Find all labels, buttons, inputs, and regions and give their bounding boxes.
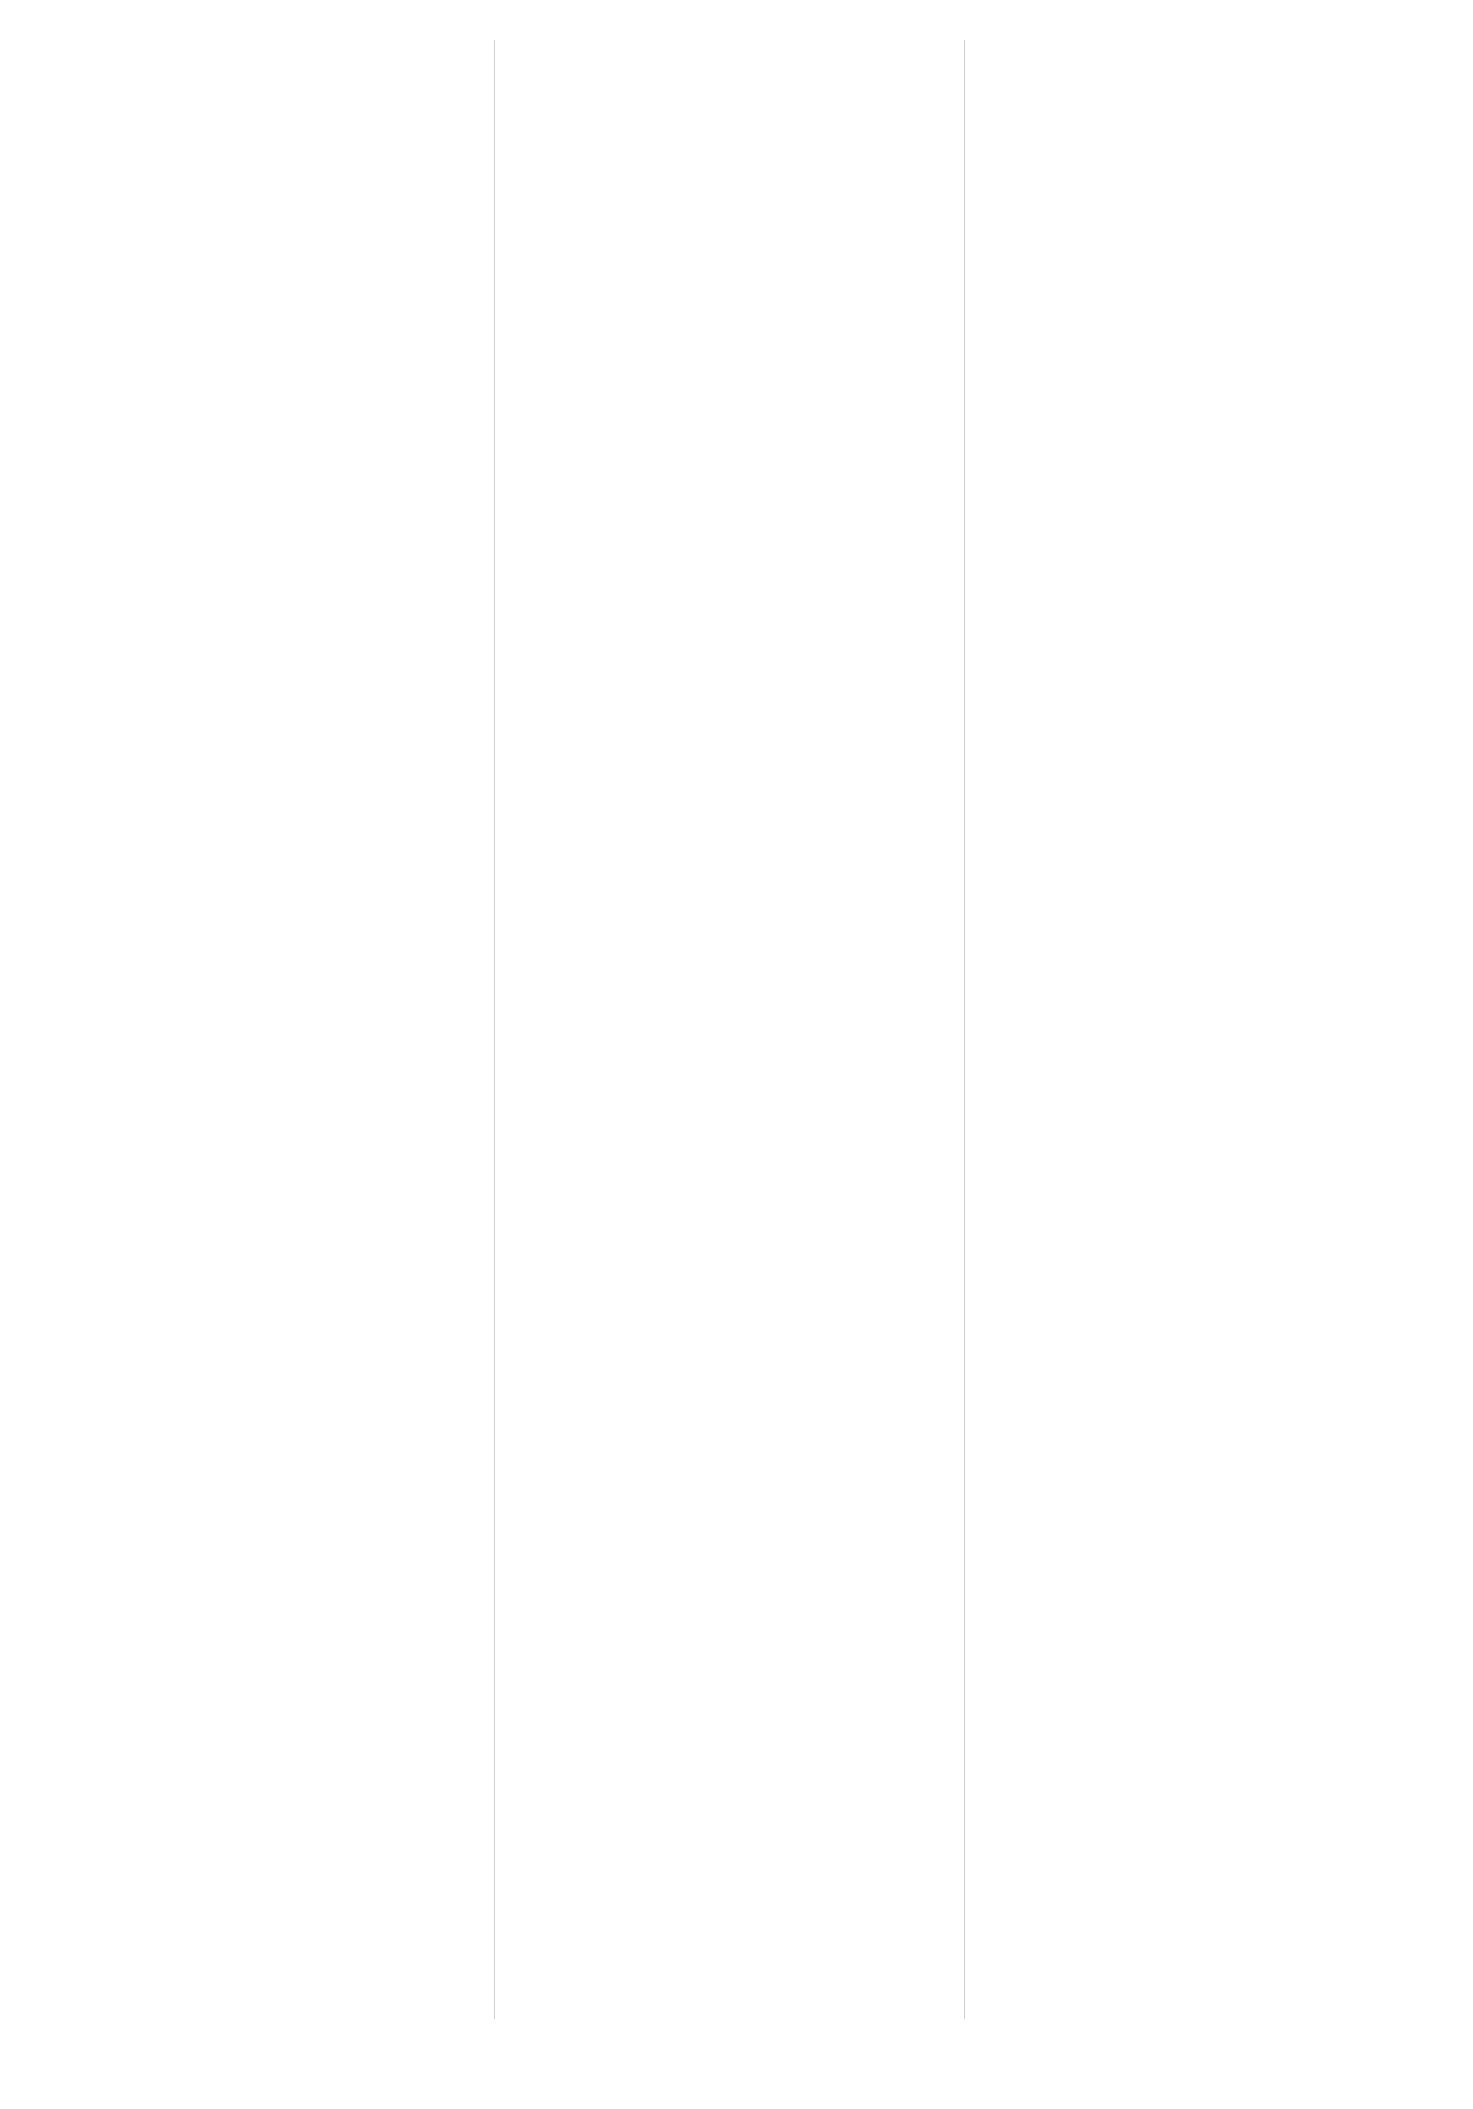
middle-column — [524, 40, 965, 2019]
right-column — [994, 40, 1434, 2019]
left-column — [54, 40, 495, 2019]
